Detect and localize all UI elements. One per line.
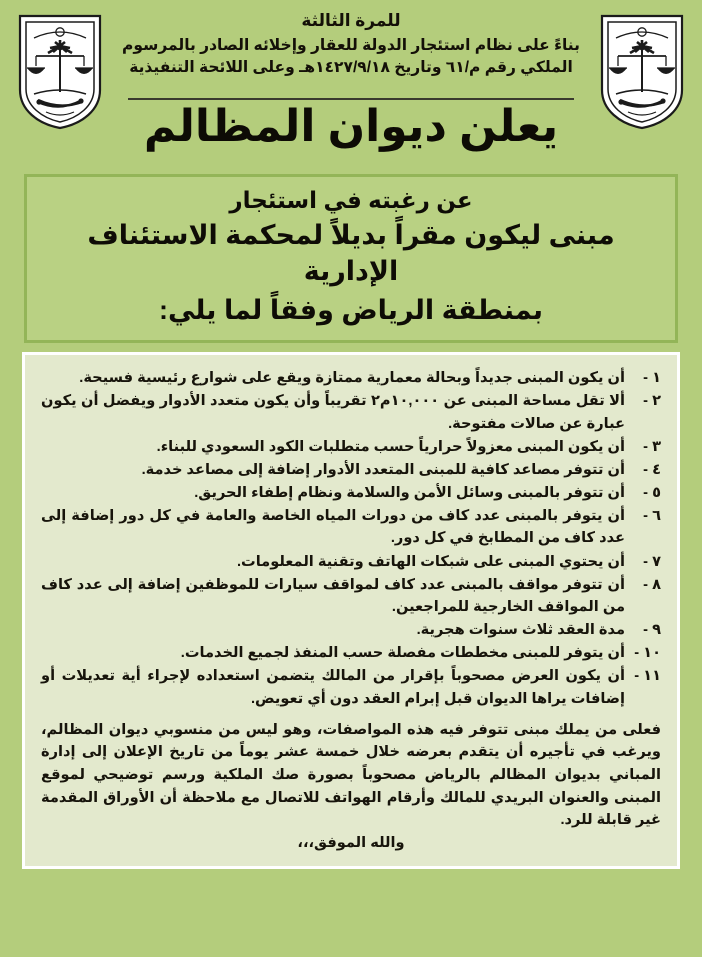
- closing-section: [41, 719, 661, 855]
- page-title: يعلن ديوان المظالم: [143, 102, 559, 151]
- condition-item: [41, 367, 661, 389]
- condition-number: ٢ -: [643, 393, 661, 410]
- legal-basis-line-2: الملكي رقم م/٦١ وتاريخ ١٤٢٧/٩/١٨هـ وعلى اللائحة التنفيذية: [129, 59, 573, 77]
- subtitle-line-1: عن رغبته في استئجار: [229, 187, 473, 213]
- condition-item: [41, 436, 661, 458]
- conditions-panel-inner: [25, 355, 677, 866]
- condition-text: أن يحتوي المبنى على شبكات الهاتف وتقنية المعلومات.: [236, 553, 625, 570]
- sign-off-text: والله الموفق،،،: [297, 834, 405, 851]
- document-header: [6, 6, 696, 174]
- condition-number: ٦ -: [643, 508, 661, 525]
- board-of-grievances-emblem: [12, 12, 108, 130]
- condition-text: أن تتوفر مصاعد كافية للمبنى المتعدد الأدوار إضافة إلى مصاعد خدمة.: [141, 461, 625, 478]
- condition-text: أن يتوفر للمبنى مخططات مفصلة حسب المنفذ لجميع الخدمات.: [180, 645, 625, 662]
- condition-item: [41, 574, 661, 618]
- condition-text: أن يتوفر بالمبنى عدد كاف من دورات المياه الخاصة والعامة في كل دور إضافة إلى عدد كاف من المطابخ في كل دور.: [41, 508, 625, 547]
- condition-item: [41, 551, 661, 573]
- header-divider: [128, 98, 574, 100]
- closing-paragraph: فعلى من يملك مبنى تتوفر فيه هذه المواصفات، وهو ليس من منسوبي ديوان المظالم، ويرغب في تأجيره أن يتقدم بعرضه خلال خمسة عشر يوماً من تاريخ الإعلان إلى إدارة المباني بديوان المظالم بالرياض مصحوباً بصورة صك الملكية ورسم توضيحي لموقع المبنى والعنوان البريدي للمالك وأرقام الهواتف للاتصال مع ملاحظة أن الأوراق المقدمة غير قابلة للرد.: [41, 721, 661, 829]
- condition-number: ١٠ -: [634, 645, 661, 662]
- condition-item: [41, 642, 661, 664]
- condition-item: [41, 619, 661, 641]
- condition-number: ٧ -: [643, 553, 661, 570]
- condition-number: ٤ -: [643, 461, 661, 478]
- board-of-grievances-emblem: [594, 12, 690, 130]
- condition-number: ٩ -: [643, 622, 661, 639]
- conditions-list: [41, 367, 661, 710]
- condition-text: أن تتوفر مواقف بالمبنى عدد كاف لمواقف سيارات للموظفين إضافة إلى عدد كاف من المواقف الخارجية للمراجعين.: [41, 576, 625, 615]
- condition-text: أن يكون المبنى جديداً وبحالة معمارية ممتازة ويقع على شوارع رئيسية فسيحة.: [79, 370, 625, 387]
- condition-number: ١١ -: [634, 668, 661, 685]
- legal-basis-line-1: بناءً على نظام استئجار الدولة للعقار وإخلائه الصادر بالمرسوم: [122, 36, 580, 54]
- notice-count-label: للمرة الثالثة: [301, 11, 401, 30]
- condition-text: ألا تقل مساحة المبنى عن ١٠,٠٠٠م٢ تقريباً وأن يكون متعدد الأدوار ويفضل أن يكون عبارة عن صالات مفتوحة.: [41, 393, 625, 432]
- header-text-block: [118, 10, 584, 80]
- subtitle-line-2: مبنى ليكون مقراً بديلاً لمحكمة الاستئناف الإدارية: [87, 220, 615, 286]
- conditions-panel: [22, 352, 680, 869]
- condition-text: أن يكون المبنى معزولاً حرارياً حسب متطلبات الكود السعودي للبناء.: [156, 438, 625, 455]
- condition-text: أن يكون العرض مصحوباً بإقرار من المالك يتضمن استعداده لإجراء أية تعديلات أو إضافات يراها الديوان قبل إبرام العقد دون أي تعويض.: [41, 668, 625, 707]
- condition-item: [41, 390, 661, 434]
- condition-number: ٣ -: [643, 438, 661, 455]
- condition-item: [41, 665, 661, 709]
- condition-number: ٥ -: [643, 485, 661, 502]
- condition-item: [41, 482, 661, 504]
- condition-number: ١ -: [643, 370, 661, 387]
- condition-text: مدة العقد ثلاث سنوات هجرية.: [416, 622, 625, 639]
- condition-item: [41, 459, 661, 481]
- condition-number: ٨ -: [643, 576, 661, 593]
- condition-item: [41, 505, 661, 549]
- condition-text: أن تتوفر بالمبنى وسائل الأمن والسلامة ونظام إطفاء الحريق.: [194, 485, 625, 502]
- subtitle-line-3: بمنطقة الرياض وفقاً لما يلي:: [158, 294, 544, 325]
- subtitle-box: [24, 174, 678, 343]
